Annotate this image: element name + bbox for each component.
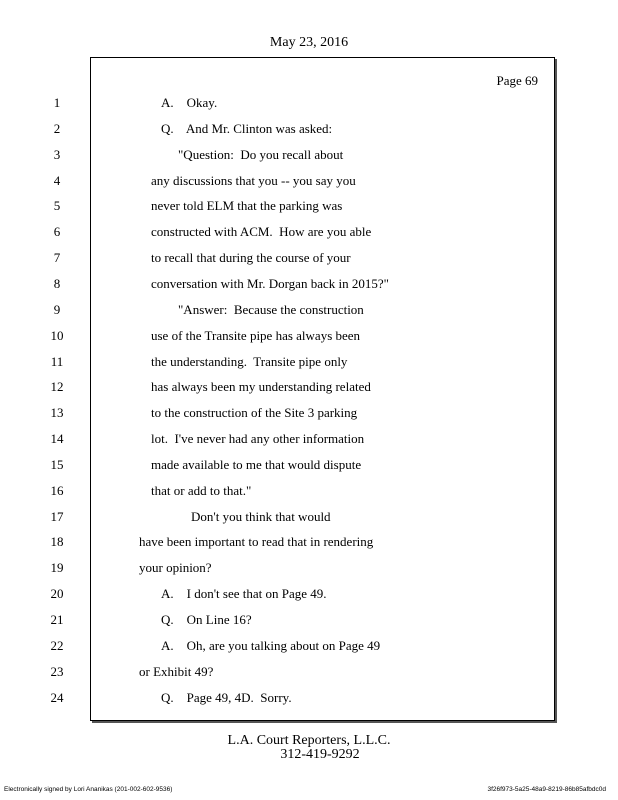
transcript-line: made available to me that would dispute xyxy=(151,456,362,472)
transcript-line: the understanding. Transite pipe only xyxy=(151,353,348,369)
transcript-line: conversation with Mr. Dorgan back in 2015?" xyxy=(151,275,389,291)
line-number: 18 xyxy=(50,534,64,550)
line-number: 4 xyxy=(53,172,61,188)
transcript-line: to recall that during the course of your xyxy=(151,250,351,266)
transcript-line: "Question: Do you recall about xyxy=(178,146,344,162)
header-date: May 23, 2016 xyxy=(269,35,349,50)
page-number: Page 69 xyxy=(496,73,538,88)
transcript-line: A. I don't see that on Page 49. xyxy=(161,586,327,602)
line-number: 6 xyxy=(53,224,61,240)
document-id: 3f26f973-5a25-48a9-8219-86b85afbdc0d xyxy=(487,786,606,793)
transcript-line: use of the Transite pipe has always been xyxy=(151,327,361,343)
line-number: 2 xyxy=(53,120,61,136)
line-number: 5 xyxy=(53,198,61,214)
line-number: 23 xyxy=(50,663,64,679)
transcript-line: has always been my understanding related xyxy=(151,379,371,395)
line-number: 21 xyxy=(50,612,64,627)
footer-phone: 312-419-9292 xyxy=(280,747,360,762)
transcript-line: or Exhibit 49? xyxy=(139,663,214,679)
line-number: 19 xyxy=(50,560,64,576)
line-number: 22 xyxy=(50,637,64,653)
footer-company: L.A. Court Reporters, L.L.C. xyxy=(227,733,391,748)
line-number: 1 xyxy=(53,95,61,110)
line-number: 20 xyxy=(50,586,64,602)
transcript-line: Q. Page 49, 4D. Sorry. xyxy=(161,689,292,705)
transcript-line: lot. I've never had any other information xyxy=(151,431,365,447)
line-number: 24 xyxy=(50,689,64,705)
transcript-line: to the construction of the Site 3 parking xyxy=(151,405,358,421)
line-number: 14 xyxy=(50,431,64,447)
line-number: 15 xyxy=(50,456,64,472)
line-number: 7 xyxy=(53,250,61,266)
line-number: 9 xyxy=(53,301,61,317)
line-number: 13 xyxy=(50,405,64,421)
line-number: 3 xyxy=(53,146,61,162)
electronic-signature: Electronically signed by Lori Ananikas (201-002-602-9536) xyxy=(4,786,173,793)
transcript-line: never told ELM that the parking was xyxy=(151,198,343,214)
transcript-line: Q. And Mr. Clinton was asked: xyxy=(161,120,333,136)
line-number: 17 xyxy=(50,508,64,524)
transcript-line: have been important to read that in rendering xyxy=(139,534,374,550)
line-number: 8 xyxy=(53,275,61,291)
transcript-page xyxy=(50,57,555,721)
transcript-line: that or add to that." xyxy=(151,482,252,498)
transcript-line: constructed with ACM. How are you able xyxy=(151,224,372,240)
transcript-line: your opinion? xyxy=(139,560,212,576)
transcript-line: Don't you think that would xyxy=(191,508,331,524)
transcript-line: A. Oh, are you talking about on Page 49 xyxy=(161,637,381,653)
transcript-line: "Answer: Because the construction xyxy=(178,301,364,317)
transcript-line: Q. On Line 16? xyxy=(161,612,252,627)
transcript-line: A. Okay. xyxy=(161,95,218,110)
transcript-line: any discussions that you -- you say you xyxy=(151,172,356,188)
line-number: 11 xyxy=(50,353,64,369)
line-number: 10 xyxy=(50,327,64,343)
line-number: 12 xyxy=(50,379,64,395)
line-number: 16 xyxy=(50,482,64,498)
